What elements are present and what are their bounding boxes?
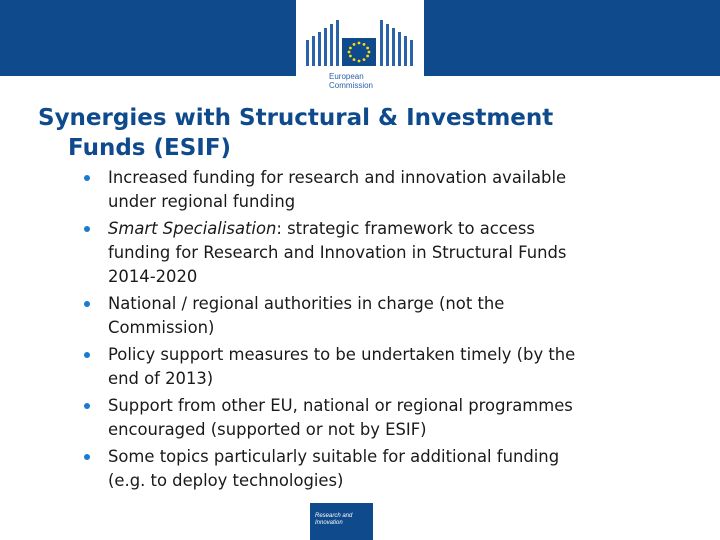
bullet-text: Some topics particularly suitable for additional funding: [108, 447, 560, 466]
badge-text: [315, 513, 373, 527]
logo-line-commission: Commission: [329, 81, 374, 90]
bullet-item: [82, 292, 702, 340]
bullet-text: (e.g. to deploy technologies): [108, 471, 344, 490]
bullet-text: under regional funding: [108, 192, 296, 211]
bullet-text: Policy support measures to be undertaken timely (by the: [108, 345, 576, 364]
bullet-dot-icon: [84, 352, 90, 358]
bullet-item: [82, 343, 702, 391]
slide-title: [38, 103, 678, 163]
european-commission-logo: [296, 0, 424, 97]
bullet-dot-icon: [84, 226, 90, 232]
bullet-text: National / regional authorities in charge (not the: [108, 294, 505, 313]
bullet-text: Commission): [108, 318, 215, 337]
bullet-text: 2014-2020: [108, 267, 198, 286]
slide-title-line1: Synergies with Structural & Investment: [38, 105, 554, 131]
bullet-item: [82, 394, 702, 442]
logo-wordmark: [329, 72, 409, 90]
bullet-item: [82, 217, 702, 289]
bullet-text: funding for Research and Innovation in Structural Funds: [108, 243, 567, 262]
bullet-list: [82, 166, 702, 496]
bullet-text: : strategic framework to access: [276, 219, 535, 238]
badge-line1: Research and: [315, 513, 353, 519]
bullet-text: Increased funding for research and innovation available: [108, 168, 567, 187]
bullet-dot-icon: [84, 454, 90, 460]
bullet-text: encouraged (supported or not by ESIF): [108, 420, 427, 439]
bullet-dot-icon: [84, 301, 90, 307]
logo-line-european: European: [329, 72, 364, 81]
bullet-text: end of 2013): [108, 369, 214, 388]
bullet-item: [82, 166, 702, 214]
bullet-emphasis: Smart Specialisation: [108, 219, 277, 238]
slide-title-line2: Funds (ESIF): [68, 135, 232, 161]
bullet-text: Support from other EU, national or regional programmes: [108, 396, 573, 415]
bullet-dot-icon: [84, 175, 90, 181]
research-innovation-badge: [310, 503, 373, 540]
badge-line2: Innovation: [315, 520, 343, 526]
bullet-dot-icon: [84, 403, 90, 409]
bullet-item: [82, 445, 702, 493]
